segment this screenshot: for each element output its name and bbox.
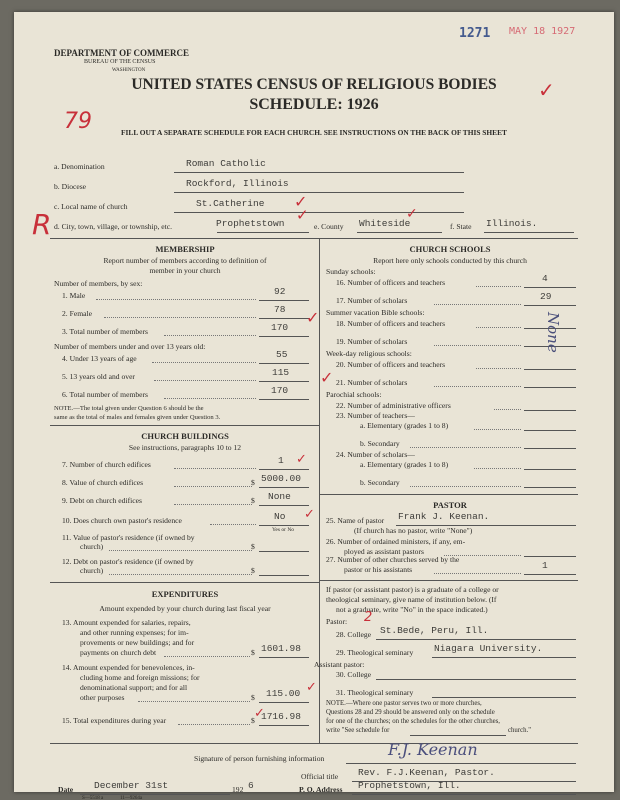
q23-label: 23. Number of teachers— xyxy=(336,411,415,420)
q18-label: 18. Number of officers and teachers xyxy=(336,319,446,328)
q8-label: 8. Value of church edifices xyxy=(62,478,144,487)
q23a-label: a. Elementary (grades 1 to 8) xyxy=(360,421,449,430)
church-name-value: St.Catherine xyxy=(196,198,265,209)
q25-value: Frank J. Keenan. xyxy=(398,511,490,522)
received-stamp-number: 1271 xyxy=(459,26,491,41)
checkmark-icon: ✓ xyxy=(254,706,265,721)
q11-dollar: $ xyxy=(251,542,255,551)
q10-label: 10. Does church own pastor's residence xyxy=(62,516,182,525)
pastor-sublabel: Pastor: xyxy=(326,617,348,626)
checkmark-icon: ✓ xyxy=(320,368,334,387)
city-value: Prophetstown xyxy=(216,218,285,229)
q14-label: 14. Amount expended for benevolences, in- xyxy=(62,663,195,672)
pastor-title: PASTOR xyxy=(433,500,467,510)
expenditures-title: EXPENDITURES xyxy=(151,589,219,599)
pastor-note-4: write "See schedule for xyxy=(326,727,390,734)
q3-value: 170 xyxy=(271,322,289,333)
denomination-value: Roman Catholic xyxy=(186,158,266,169)
q13-label-4: payments on church debt xyxy=(80,648,157,657)
q27-label-2: pastor or his assistants xyxy=(344,565,413,574)
buildings-title: CHURCH BUILDINGS xyxy=(141,431,229,441)
state-value: Illinois. xyxy=(486,218,538,229)
parochial-schools-label: Parochial schools: xyxy=(326,390,382,399)
membership-note-1: NOTE.—The total given under Question 6 should be the xyxy=(54,405,204,412)
assistant-pastor-sublabel: Assistant pastor: xyxy=(314,660,365,669)
form-title: UNITED STATES CENSUS OF RELIGIOUS BODIES xyxy=(131,76,497,93)
q9-dollar: $ xyxy=(251,496,255,505)
membership-note-2: same as the total of males and females given under Question 3. xyxy=(54,414,221,421)
city-label: d. City, town, village, or township, etc. xyxy=(54,222,173,231)
q25-note: (If church has no pastor, write "None") xyxy=(354,526,473,535)
q26-label: 26. Number of ordained ministers, if any, em- xyxy=(326,537,466,546)
po-address-label: P. O. Address xyxy=(299,785,343,794)
q1-value: 92 xyxy=(274,286,286,297)
bureau-name: BUREAU OF THE CENSUS xyxy=(84,59,156,65)
q15-dollar: $ xyxy=(251,716,255,725)
q20-label: 20. Number of officers and teachers xyxy=(336,360,446,369)
handwritten-79: 79 xyxy=(64,109,92,134)
year-prefix: 192 xyxy=(232,785,244,794)
q21-label: 21. Number of scholars xyxy=(336,378,408,387)
q23b-label: b. Secondary xyxy=(360,439,400,448)
q29-label: 29. Theological seminary xyxy=(336,648,414,657)
q2-label: 2. Female xyxy=(62,309,92,318)
buildings-intro: See instructions, paragraphs 10 to 12 xyxy=(128,443,242,452)
pastor-note-1: NOTE.—Where one pastor serves two or more churches, xyxy=(326,700,482,707)
diocese-value: Rockford, Illinois xyxy=(186,178,289,189)
signature-value: F.J. Keenan xyxy=(388,740,478,759)
schools-title: CHURCH SCHOOLS xyxy=(409,244,491,254)
checkmark-icon: ✓ xyxy=(306,308,320,327)
q14-label-4: other purposes xyxy=(80,693,125,702)
q8-value: 5000.00 xyxy=(261,473,301,484)
received-stamp-date: MAY 18 1927 xyxy=(509,26,576,37)
checkmark-icon: ✓ xyxy=(296,206,309,224)
q25-label: 25. Name of pastor xyxy=(326,516,385,525)
checkmark-icon: ✓ xyxy=(306,680,317,695)
membership-title: MEMBERSHIP xyxy=(155,244,215,254)
q9-value: None xyxy=(268,491,291,502)
summer-schools-label: Summer vacation Bible schools: xyxy=(326,308,425,317)
q13-label-3: provements or new buildings; and for xyxy=(80,638,195,647)
q7-label: 7. Number of church edifices xyxy=(62,460,151,469)
q30-label: 30. College xyxy=(336,670,372,679)
form-instruction: FILL OUT A SEPARATE SCHEDULE FOR EACH CHURCH. SEE INSTRUCTIONS ON THE BACK OF THIS SHEET xyxy=(121,128,507,137)
q28-value: St.Bede, Peru, Ill. xyxy=(380,625,489,636)
q6-label: 6. Total number of members xyxy=(62,390,149,399)
q14-dollar: $ xyxy=(251,693,255,702)
weekday-schools-label: Week-day religious schools: xyxy=(326,349,412,358)
q2-value: 78 xyxy=(274,304,286,315)
date-label: Date xyxy=(58,785,74,794)
yes-no-hint: Yes or No xyxy=(272,527,295,533)
q5-value: 115 xyxy=(272,367,290,378)
q9-label: 9. Debt on church edifices xyxy=(62,496,142,505)
q15-value: 1716.98 xyxy=(261,711,301,722)
q4-label: 4. Under 13 years of age xyxy=(62,354,137,363)
county-label: e. County xyxy=(314,222,344,231)
year-digit: 6 xyxy=(248,780,254,791)
q16-label: 16. Number of officers and teachers xyxy=(336,278,446,287)
q5-label: 5. 13 years old and over xyxy=(62,372,135,381)
members-by-age-label: Number of members under and over 13 years old: xyxy=(54,342,206,351)
handwritten-mark: 2 xyxy=(364,610,373,625)
q3-label: 3. Total number of members xyxy=(62,327,149,336)
q14-value: 115.00 xyxy=(266,688,301,699)
q1-label: 1. Male xyxy=(62,291,86,300)
graduate-instruction-3: not a graduate, write "No" in the space indicated.) xyxy=(336,605,488,614)
po-address-value: Prophetstown, Ill. xyxy=(358,780,461,791)
q19-label: 19. Number of scholars xyxy=(336,337,408,346)
q8-dollar: $ xyxy=(251,478,255,487)
q24b-label: b. Secondary xyxy=(360,478,400,487)
q27-value: 1 xyxy=(542,560,548,571)
bureau-city: WASHINGTON xyxy=(112,68,146,73)
pastor-note-4b: church." xyxy=(508,727,531,734)
q12-dollar: $ xyxy=(251,566,255,575)
census-form xyxy=(14,12,614,800)
q10-value: No xyxy=(274,511,286,522)
membership-intro-2: member in your church xyxy=(149,266,221,275)
checkmark-icon: ✓ xyxy=(538,78,555,102)
signature-label: Signature of person furnishing information xyxy=(194,754,325,763)
q7-value: 1 xyxy=(278,455,284,466)
membership-intro-1: Report number of members according to definition of xyxy=(103,256,267,265)
pastor-note-3: for one of the churches; on the schedules for the other churches, xyxy=(326,718,501,725)
pastor-note-2: Questions 28 and 29 should be answered only on the schedule xyxy=(326,709,495,716)
form-schedule: SCHEDULE: 1926 xyxy=(249,96,379,113)
q17-value: 29 xyxy=(540,291,552,302)
q24-label: 24. Number of scholars— xyxy=(336,450,415,459)
schools-intro: Report here only schools conducted by this church xyxy=(373,256,527,265)
form-code: S—5518 a xyxy=(82,796,104,800)
checkmark-icon: ✓ xyxy=(304,507,315,522)
q17-label: 17. Number of scholars xyxy=(336,296,408,305)
q12-label-2: church) xyxy=(80,566,104,575)
members-by-sex-label: Number of members, by sex: xyxy=(54,279,143,288)
q28-label: 28. College xyxy=(336,630,372,639)
q24a-label: a. Elementary (grades 1 to 8) xyxy=(360,460,449,469)
q27-label: 27. Number of other churches served by the xyxy=(326,555,460,564)
q16-value: 4 xyxy=(542,273,548,284)
q13-value: 1601.98 xyxy=(261,643,301,654)
handwritten-r: R xyxy=(32,208,52,241)
dept-name: DEPARTMENT OF COMMERCE xyxy=(54,48,190,58)
sunday-schools-label: Sunday schools: xyxy=(326,267,376,276)
church-name-label: c. Local name of church xyxy=(54,202,128,211)
denomination-label: a. Denomination xyxy=(54,162,105,171)
q26-label-2: ployed as assistant pastors xyxy=(344,547,424,556)
official-title-value: Rev. F.J.Keenan, Pastor. xyxy=(358,767,495,778)
q13-dollar: $ xyxy=(251,648,255,657)
q14-label-2: cluding home and foreign missions; for xyxy=(80,673,200,682)
checkmark-icon: ✓ xyxy=(406,206,418,222)
print-code: 11—9264a xyxy=(120,796,143,800)
graduate-instruction-1: If pastor (or assistant pastor) is a graduate of a college or xyxy=(326,585,499,594)
q22-label: 22. Number of administrative officers xyxy=(336,401,451,410)
q15-label: 15. Total expenditures during year xyxy=(62,716,167,725)
state-label: f. State xyxy=(450,222,472,231)
expenditures-intro: Amount expended by your church during last fiscal year xyxy=(99,604,271,613)
q29-value: Niagara University. xyxy=(434,643,543,654)
q13-label-2: and other running expenses; for im- xyxy=(80,628,189,637)
handwritten-none: None xyxy=(544,312,562,353)
q12-label: 12. Debt on pastor's residence (if owned by xyxy=(62,557,194,566)
q13-label: 13. Amount expended for salaries, repairs, xyxy=(62,618,191,627)
q11-label-2: church) xyxy=(80,542,104,551)
q4-value: 55 xyxy=(276,349,288,360)
q11-label: 11. Value of pastor's residence (if owned by xyxy=(62,533,195,542)
diocese-label: b. Diocese xyxy=(54,182,87,191)
q6-value: 170 xyxy=(271,385,289,396)
checkmark-icon: ✓ xyxy=(296,452,307,467)
q14-label-3: denominational support; and for all xyxy=(80,683,188,692)
checkmark-icon: ✓ xyxy=(294,192,308,211)
graduate-instruction-2: theological seminary, give name of institution below. (If xyxy=(326,595,497,604)
county-value: Whiteside xyxy=(359,218,411,229)
q31-label: 31. Theological seminary xyxy=(336,688,414,697)
official-title-label: Official title xyxy=(301,772,339,781)
date-value: December 31st xyxy=(94,780,169,791)
